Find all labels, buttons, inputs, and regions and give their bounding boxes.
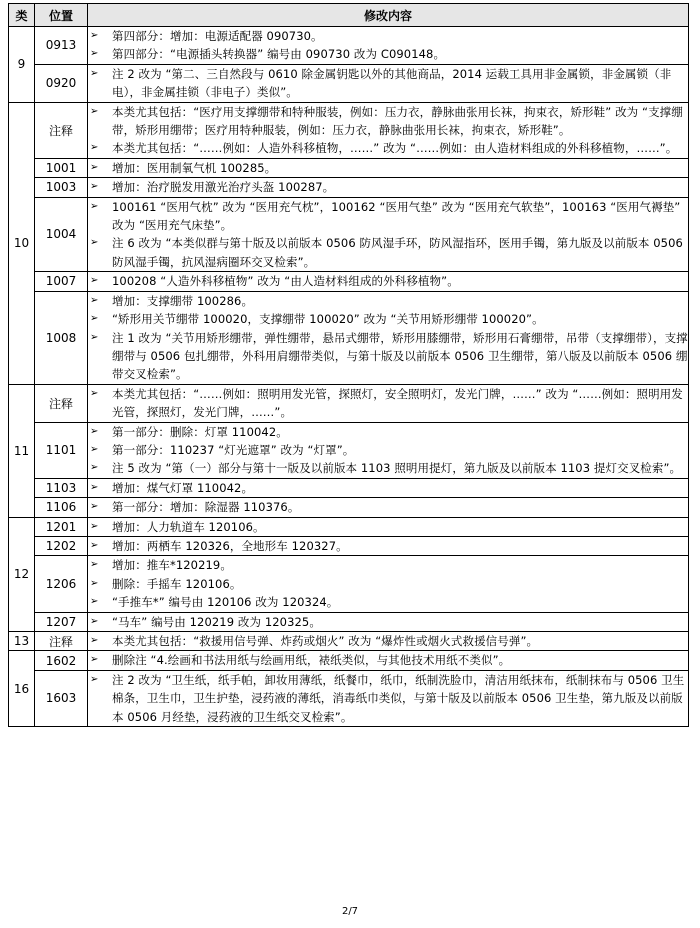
arrow-bullet-icon: ➢ (90, 673, 99, 685)
arrow-bullet-icon: ➢ (90, 294, 99, 306)
arrow-bullet-icon: ➢ (90, 181, 99, 193)
list-item (88, 272, 688, 290)
item-text: 注 2 改为 “卫生纸，纸手帕，卸妆用薄纸，纸餐巾，纸巾，纸制洗脸巾，清洁用纸抹布，纸制抹布与 0506 卫生棉条，卫生巾，卫生护垫，浸药液的薄纸，消毒纸巾类似，与第十版及以前版本 0506 卫生垫，第九版及以前版本 0506 月经垫，浸药液的卫生纸交叉检索”。 (112, 672, 685, 724)
table-row (9, 27, 689, 65)
table-row (9, 422, 689, 478)
list-item (88, 139, 688, 157)
list-item (88, 479, 688, 497)
table-body (9, 27, 689, 727)
content-cell (88, 498, 689, 517)
arrow-bullet-icon: ➢ (90, 443, 99, 455)
arrow-bullet-icon: ➢ (90, 577, 99, 589)
arrow-bullet-icon: ➢ (90, 67, 99, 79)
content-cell (88, 517, 689, 536)
arrow-bullet-icon: ➢ (90, 237, 99, 249)
list-item (88, 329, 688, 384)
position-cell: 1106 (35, 498, 88, 517)
position-cell: 注释 (35, 632, 88, 651)
position-cell: 1202 (35, 536, 88, 555)
content-cell (88, 102, 689, 158)
class-cell: 16 (9, 651, 35, 727)
position-cell: 1004 (35, 197, 88, 272)
arrow-bullet-icon: ➢ (90, 142, 99, 154)
list-item (88, 613, 688, 631)
item-text: 100208 “人造外科移植物” 改为 “由人造材料组成的外科移植物”。 (112, 274, 459, 289)
table-row (9, 670, 689, 726)
item-text: 增加：两栖车 120326，全地形车 120327。 (112, 538, 348, 553)
content-cell (88, 197, 689, 272)
item-text: 本类尤其包括：“……例如：照明用发光管，探照灯，安全照明灯，发光门牌，……” 改为 “……例如：照明用发光管，探照灯，发光门牌，……”。 (112, 386, 683, 420)
header-class: 类 (9, 4, 35, 27)
table-header-row (9, 4, 689, 27)
list-item (88, 198, 688, 235)
list-item (88, 593, 688, 611)
list-item (88, 671, 688, 726)
list-item (88, 537, 688, 555)
item-text: 第四部分：“电源插头转换器” 编号由 090730 改为 C090148。 (112, 47, 446, 62)
position-cell: 1008 (35, 291, 88, 384)
list-item (88, 385, 688, 422)
item-text: “马车” 编号由 120219 改为 120325。 (112, 614, 321, 629)
content-cell (88, 536, 689, 555)
position-cell: 0913 (35, 27, 88, 65)
arrow-bullet-icon: ➢ (90, 462, 99, 474)
list-item (88, 234, 688, 271)
arrow-bullet-icon: ➢ (90, 30, 99, 41)
table-row (9, 384, 689, 422)
item-text: 第一部分：增加：除湿器 110376。 (112, 500, 300, 515)
list-item (88, 632, 688, 650)
header-content: 修改内容 (88, 4, 689, 27)
position-cell: 1007 (35, 272, 88, 291)
list-item (88, 292, 688, 310)
table-row (9, 102, 689, 158)
arrow-bullet-icon: ➢ (90, 331, 99, 343)
position-cell: 1101 (35, 422, 88, 478)
page-number: 2/7 (341, 906, 359, 917)
content-cell (88, 178, 689, 197)
table-row (9, 498, 689, 517)
table-row (9, 64, 689, 102)
table-row (9, 197, 689, 272)
arrow-bullet-icon: ➢ (90, 596, 99, 608)
content-cell (88, 632, 689, 651)
position-cell: 1001 (35, 158, 88, 177)
arrow-bullet-icon: ➢ (90, 275, 99, 287)
content-cell (88, 384, 689, 422)
table-row (9, 158, 689, 177)
item-text: 增加：支撑绷带 100286。 (112, 293, 254, 308)
content-cell (88, 612, 689, 631)
item-text: 第四部分：增加：电源适配器 090730。 (112, 29, 323, 43)
position-cell: 注释 (35, 102, 88, 158)
list-item (88, 459, 688, 477)
list-item (88, 651, 688, 669)
arrow-bullet-icon: ➢ (90, 425, 99, 437)
content-cell (88, 158, 689, 177)
position-cell: 1003 (35, 178, 88, 197)
position-cell: 1603 (35, 670, 88, 726)
position-cell: 注释 (35, 384, 88, 422)
list-item (88, 498, 688, 516)
class-cell: 10 (9, 102, 35, 384)
modification-table (8, 3, 689, 727)
arrow-bullet-icon: ➢ (90, 313, 99, 325)
position-cell: 1206 (35, 556, 88, 612)
list-item (88, 310, 688, 328)
item-text: 增加：煤气灯罩 110042。 (112, 480, 254, 495)
content-cell (88, 27, 689, 65)
list-item (88, 159, 688, 177)
item-text: 增加：人力轨道车 120106。 (112, 519, 265, 534)
content-cell (88, 556, 689, 612)
table-row (9, 536, 689, 555)
table-row (9, 178, 689, 197)
item-text: 注 2 改为 “第二、三自然段与 0610 除金属钥匙以外的其他商品，2014 运载工具用非金属锁，非金属锁（非电），非金属挂锁（非电子）类似”。 (112, 66, 672, 100)
class-cell: 12 (9, 517, 35, 631)
list-item (88, 45, 688, 63)
content-cell (88, 422, 689, 478)
arrow-bullet-icon: ➢ (90, 501, 99, 513)
list-item (88, 178, 688, 196)
item-text: 注 5 改为 “第（一）部分与第十一版及以前版本 1103 照明用提灯，第九版及以前版本 1103 提灯交叉检索”。 (112, 461, 682, 476)
item-text: 第一部分：110237 “灯光遮罩” 改为 “灯罩”。 (112, 442, 355, 457)
item-text: 删除注 “4.绘画和书法用纸与绘画用纸，裱纸类似，与其他技术用纸不类似”。 (112, 653, 511, 668)
item-text: 本类尤其包括：“医疗用支撑绷带和特种服装，例如：压力衣，静脉曲张用长袜，拘束衣，矫形鞋” 改为 “支撑绷带，矫形用绷带；医疗用特种服装，例如：压力衣，静脉曲张用长袜，拘束衣，矫形鞋”。 (112, 104, 683, 138)
item-text: “手推车*” 编号由 120106 改为 120324。 (112, 595, 339, 610)
content-cell (88, 478, 689, 497)
arrow-bullet-icon: ➢ (90, 105, 99, 117)
content-cell (88, 670, 689, 726)
arrow-bullet-icon: ➢ (90, 387, 99, 399)
position-cell: 1602 (35, 651, 88, 670)
arrow-bullet-icon: ➢ (90, 615, 99, 627)
content-cell (88, 291, 689, 384)
table-row (9, 517, 689, 536)
arrow-bullet-icon: ➢ (90, 200, 99, 212)
list-item (88, 27, 688, 45)
list-item (88, 103, 688, 140)
position-cell: 1207 (35, 612, 88, 631)
class-cell: 13 (9, 632, 35, 651)
content-cell (88, 272, 689, 291)
table-row (9, 632, 689, 651)
class-cell: 11 (9, 384, 35, 517)
list-item (88, 65, 688, 102)
position-cell: 0920 (35, 64, 88, 102)
arrow-bullet-icon: ➢ (90, 559, 99, 571)
item-text: 注 6 改为 “本类似群与第十版及以前版本 0506 防风湿手环，防风湿指环，医用手镯，第九版及以前版本 0506 防风湿手镯，抗风湿病圈环交叉检索”。 (112, 236, 683, 269)
item-text: 本类尤其包括：“救援用信号弹、炸药或烟火” 改为 “爆炸性或烟火式救援信号弹”。 (112, 634, 539, 648)
content-cell (88, 64, 689, 102)
table-row (9, 291, 689, 384)
arrow-bullet-icon: ➢ (90, 635, 99, 646)
position-cell: 1103 (35, 478, 88, 497)
list-item (88, 518, 688, 536)
content-cell (88, 651, 689, 670)
list-item (88, 423, 688, 441)
item-text: “矫形用关节绷带 100020，支撑绷带 100020” 改为 “关节用矫形绷带 100020”。 (112, 312, 544, 327)
class-cell: 9 (9, 27, 35, 103)
arrow-bullet-icon: ➢ (90, 520, 99, 532)
header-position: 位置 (35, 4, 88, 27)
table-row (9, 651, 689, 670)
position-cell: 1201 (35, 517, 88, 536)
list-item (88, 441, 688, 459)
item-text: 增加：医用制氧气机 100285。 (112, 160, 277, 175)
list-item (88, 575, 688, 593)
table-row (9, 612, 689, 631)
arrow-bullet-icon: ➢ (90, 481, 99, 493)
arrow-bullet-icon: ➢ (90, 654, 99, 666)
list-item (88, 556, 688, 574)
item-text: 本类尤其包括：“……例如：人造外科移植物，……” 改为 “……例如：由人造材料组成的外科移植物，……”。 (112, 141, 678, 156)
table-row (9, 478, 689, 497)
arrow-bullet-icon: ➢ (90, 161, 99, 173)
table-row (9, 272, 689, 291)
item-text: 注 1 改为 “关节用矫形绷带，弹性绷带，悬吊式绷带，矫形用膝绷带，矫形用石膏绷带，吊带（支撑绷带），支撑绷带与 0506 包扎绷带，外科用肩绷带类似，与第十版及以前版本 0506 卫生绷带，第八版及以前版本 0506 绷带交叉检索”。 (112, 330, 688, 382)
item-text: 100161 “医用气枕” 改为 “医用充气枕”，100162 “医用气垫” 改为 “医用充气软垫”，100163 “医用气褥垫” 改为 “医用充气床垫”。 (112, 199, 681, 233)
arrow-bullet-icon: ➢ (90, 48, 99, 60)
arrow-bullet-icon: ➢ (90, 539, 99, 551)
item-text: 删除：手摇车 120106。 (112, 576, 242, 591)
table-row (9, 556, 689, 612)
item-text: 增加：治疗脱发用激光治疗头盔 100287。 (112, 180, 335, 195)
item-text: 增加：推车*120219。 (112, 558, 232, 573)
item-text: 第一部分：删除：灯罩 110042。 (112, 424, 288, 439)
